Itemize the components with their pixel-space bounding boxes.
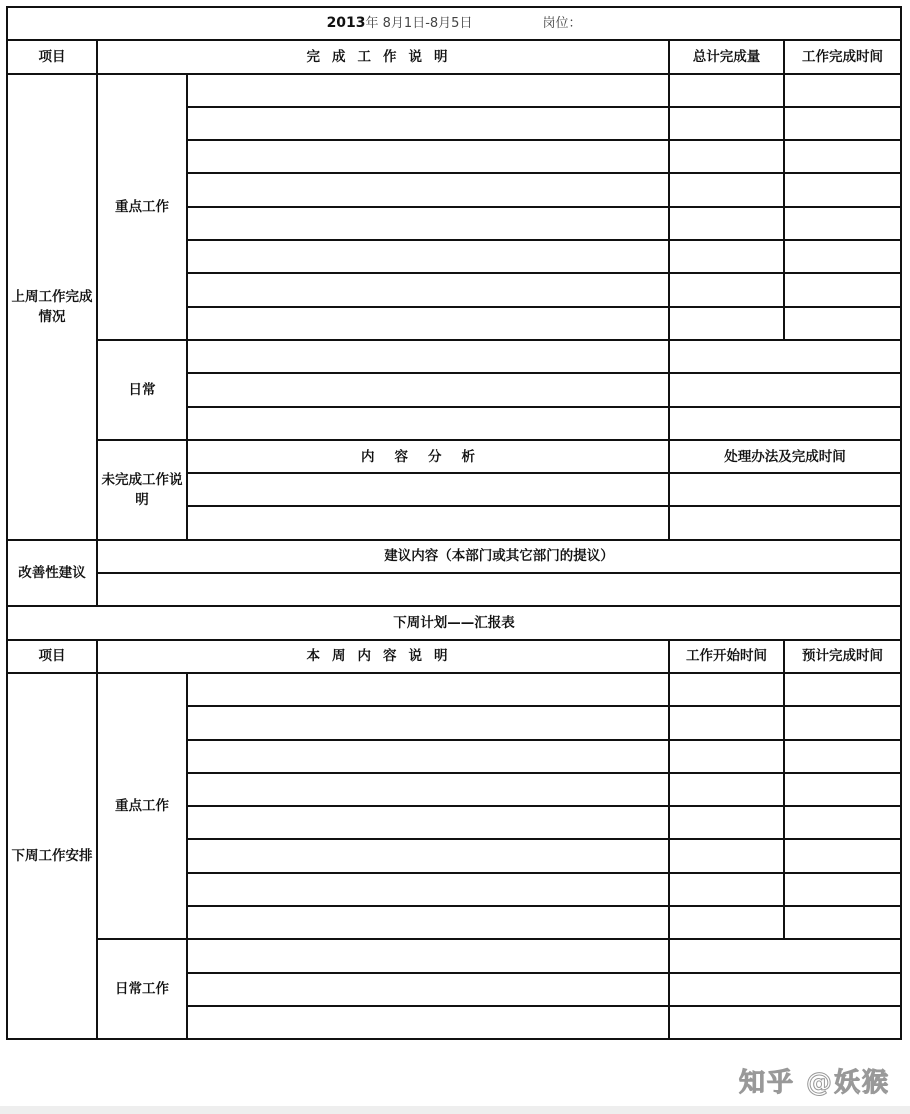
blank-cell — [784, 307, 901, 340]
blank-cell — [784, 906, 901, 939]
last-week-group-label: 上周工作完成情况 — [7, 74, 97, 540]
blank-cell — [187, 473, 669, 506]
blank-cell — [187, 207, 669, 240]
blank-cell — [187, 240, 669, 273]
blank-cell — [187, 906, 669, 939]
blank-cell — [669, 273, 784, 306]
key-work-label-2: 重点工作 — [97, 673, 187, 939]
blank-cell — [187, 107, 669, 140]
daily-label: 日常 — [97, 340, 187, 440]
blank-cell — [784, 273, 901, 306]
blank-cell — [784, 706, 901, 739]
bottom-strip — [0, 1106, 910, 1114]
unfinished-label: 未完成工作说明 — [97, 440, 187, 540]
col-header-item: 项目 — [7, 40, 97, 73]
col-header-expected-end: 预计完成时间 — [784, 640, 901, 673]
report-period-row — [7, 7, 901, 40]
blank-cell — [187, 307, 669, 340]
next-week-group-label: 下周工作安排 — [7, 673, 97, 1039]
col-header-start-time: 工作开始时间 — [669, 640, 784, 673]
col-header-item-2: 项目 — [7, 640, 97, 673]
report-date-range: 年 8月1日-8月5日 — [365, 16, 473, 32]
col-header-completion-time: 工作完成时间 — [784, 40, 901, 73]
position-label: 岗位： — [542, 16, 582, 32]
blank-cell — [669, 673, 784, 706]
blank-cell — [784, 873, 901, 906]
blank-cell — [187, 673, 669, 706]
blank-cell — [784, 140, 901, 173]
blank-cell — [669, 107, 784, 140]
blank-cell — [784, 839, 901, 872]
col-header-description: 完成工作说明 — [97, 40, 669, 73]
blank-cell — [187, 740, 669, 773]
blank-cell — [669, 340, 901, 373]
daily-work-label: 日常工作 — [97, 939, 187, 1039]
blank-cell — [669, 973, 901, 1006]
blank-cell — [669, 806, 784, 839]
key-work-label: 重点工作 — [97, 74, 187, 340]
blank-cell — [669, 706, 784, 739]
blank-cell — [187, 873, 669, 906]
blank-cell — [669, 240, 784, 273]
blank-cell — [784, 673, 901, 706]
blank-cell — [187, 806, 669, 839]
blank-cell — [669, 207, 784, 240]
blank-cell — [669, 307, 784, 340]
blank-cell — [669, 407, 901, 440]
col-header-total: 总计完成量 — [669, 40, 784, 73]
blank-cell — [669, 906, 784, 939]
blank-cell — [784, 173, 901, 206]
blank-cell — [187, 173, 669, 206]
blank-cell — [669, 773, 784, 806]
blank-cell — [784, 74, 901, 107]
blank-cell — [784, 773, 901, 806]
blank-cell — [669, 173, 784, 206]
handling-header: 处理办法及完成时间 — [669, 440, 901, 473]
blank-cell — [187, 939, 669, 972]
blank-cell — [669, 373, 901, 406]
blank-cell — [784, 806, 901, 839]
blank-cell — [669, 74, 784, 107]
blank-cell — [187, 140, 669, 173]
weekly-report-table — [6, 6, 902, 1040]
blank-cell — [187, 407, 669, 440]
report-year: 2013 — [326, 15, 366, 32]
blank-cell — [187, 340, 669, 373]
blank-cell — [97, 573, 901, 606]
blank-cell — [784, 107, 901, 140]
blank-cell — [784, 240, 901, 273]
blank-cell — [784, 740, 901, 773]
blank-cell — [187, 973, 669, 1006]
improvement-label: 改善性建议 — [7, 540, 97, 607]
blank-cell — [784, 207, 901, 240]
blank-cell — [669, 140, 784, 173]
blank-cell — [669, 873, 784, 906]
blank-cell — [187, 1006, 669, 1039]
blank-cell — [187, 74, 669, 107]
blank-cell — [187, 373, 669, 406]
blank-cell — [669, 1006, 901, 1039]
blank-cell — [669, 839, 784, 872]
suggestion-content-header: 建议内容（本部门或其它部门的提议） — [97, 540, 901, 573]
blank-cell — [187, 506, 669, 539]
blank-cell — [187, 273, 669, 306]
blank-cell — [187, 706, 669, 739]
watermark: 知乎 @妖猴 — [738, 1068, 890, 1098]
blank-cell — [187, 839, 669, 872]
blank-cell — [669, 740, 784, 773]
blank-cell — [669, 939, 901, 972]
blank-cell — [669, 506, 901, 539]
blank-cell — [187, 773, 669, 806]
next-week-title: 下周计划——汇报表 — [7, 606, 901, 639]
col-header-description-2: 本周内容说明 — [97, 640, 669, 673]
blank-cell — [669, 473, 901, 506]
content-analysis-header: 内容分析 — [187, 440, 669, 473]
